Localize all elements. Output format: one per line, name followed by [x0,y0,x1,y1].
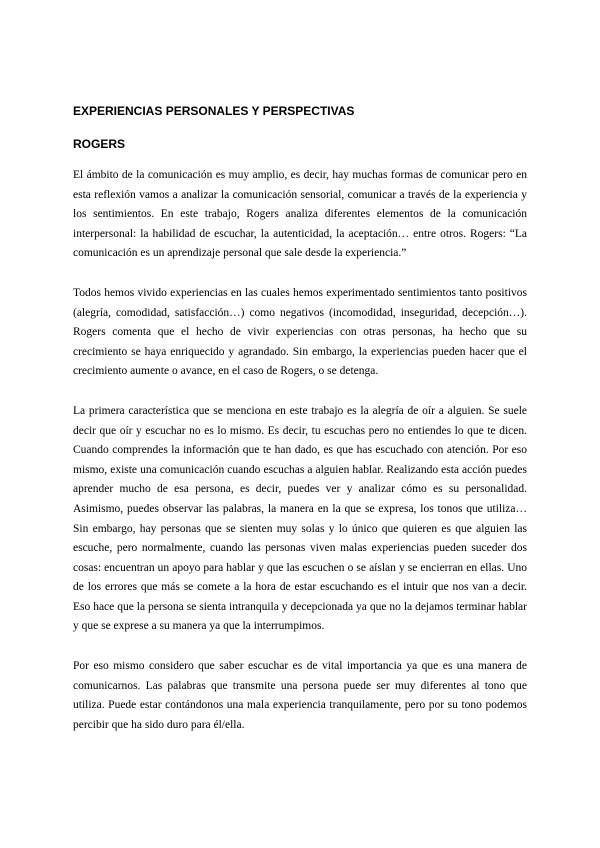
paragraph: El ámbito de la comunicación es muy amplio, es decir, hay muchas formas de comunicar pero en esta reflexión vamos a analizar la comunicación sensorial, comunicar a través de la experiencia y los sentimientos. En este trabajo, Rogers analiza diferentes elementos de la comunicación interpersonal: la habilidad de escuchar, la autenticidad, la aceptación… entre otros. Rogers: “La comunicación es un aprendizaje personal que sale desde la experiencia.” [73,169,527,260]
paragraph: Por eso mismo considero que saber escuchar es de vital importancia ya que es una manera de comunicarnos. Las palabras que transmite una persona puede ser muy diferentes al tono que utiliza. Puede estar contándonos una mala experiencia tranquilamente, pero por su tono podemos percibir que ha sido duro para él/ella. [73,660,527,731]
paragraph: Todos hemos vivido experiencias en las cuales hemos experimentado sentimientos tanto positivos (alegría, comodidad, satisfacción…) como negativos (incomodidad, inseguridad, decepción…). Rogers comenta que el hecho de vivir experiencias con otras personas, ha hecho que su crecimiento se haya enriquecido y agrandado. Sin embargo, la experiencias pueden hacer que el crecimiento aumente o avance, en el caso de Rogers, o se detenga. [73,286,527,378]
document-subtitle: ROGERS [73,137,126,151]
paragraph: La primera característica que se menciona en este trabajo es la alegría de oír a alguien. Se suele decir que oír y escuchar no es lo mismo. Es decir, tu escuchas pero no entiendes lo que te dicen. Cuando comprendes la información que te han dado, es que has escuchado con atención. Por eso mismo, existe una comunicación cuando escuchas a alguien hablar. Realizando esta acción puedes aprender mucho de esa persona, es decir, puedes ver y analizar cómo es su personalidad. Asimismo, puedes observar las palabras, la manera en la que se expresa, los tonos que utiliza… Sin embargo, hay personas que se sienten muy solas y lo único que quieren es que alguien las escuche, pero normalmente, cuando las personas viven malas experiencias pueden suceder dos cosas: encuentran un apoyo para hablar y que las escuchen o se aíslan y se encierran en ellas. Uno de los errores que más se comete a la hora de estar escuchando es el intuir que nos van a decir. Eso hace que la persona se sienta intranquila y decepcionada ya que no la dejamos terminar hablar y que se exprese a su manera ya que la interrumpimos. [73,404,527,633]
document-title: EXPERIENCIAS PERSONALES Y PERSPECTIVAS [73,104,355,118]
document-body [73,166,527,755]
